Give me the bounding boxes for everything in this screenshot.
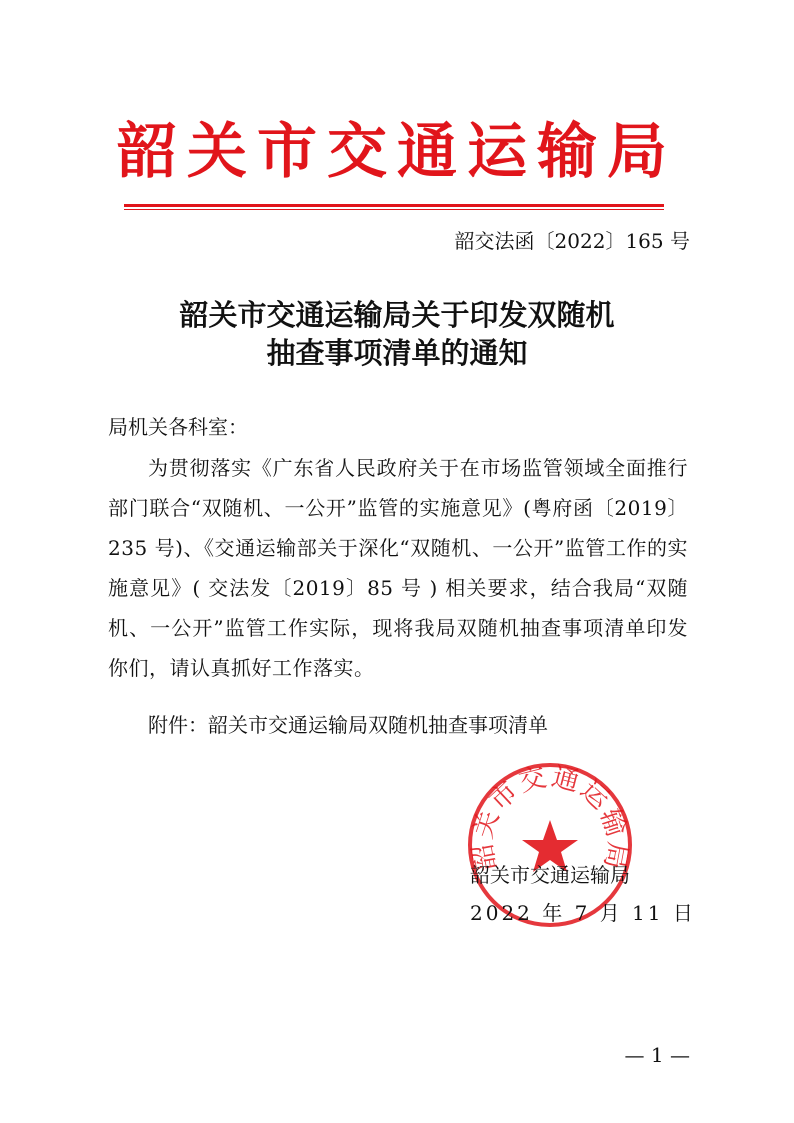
- notice-title-line2: 抽查事项清单的通知: [266, 336, 528, 370]
- document-number: 韶交法函〔2022〕165 号: [454, 229, 690, 253]
- seal-text: 韶关市交通运输局: [466, 761, 634, 874]
- salutation: 局机关各科室：: [108, 415, 248, 439]
- notice-title: [100, 296, 694, 372]
- attachment-line: 附件：韶关市交通运输局双随机抽查事项清单: [148, 713, 548, 737]
- notice-title-line1: 韶关市交通运输局关于印发双随机: [179, 298, 615, 332]
- red-divider-line: [124, 204, 664, 207]
- issuer-signature: 韶关市交通运输局: [470, 863, 630, 887]
- body-paragraph: 为贯彻落实《广东省人民政府关于在市场监管领域全面推行部门联合“双随机、一公开”监管的实施意见》(粤府函〔2019〕235 号)、《交通运输部关于深化“双随机、一公开”监管工作的实施意见》( 交法发〔2019〕85 号 ) 相关要求，结合我局“双随机、一公开”监管工作实际，现将我局双随机抽查事项清单印发你们，请认真抓好工作落实。: [108, 456, 688, 680]
- issue-date: 2022 年 7 月 11 日: [470, 901, 696, 925]
- red-divider-thin-line: [124, 209, 664, 210]
- masthead-title: 韶关市交通运输局: [117, 117, 677, 187]
- body-text: [108, 448, 688, 688]
- page-number: — 1 —: [624, 1043, 690, 1067]
